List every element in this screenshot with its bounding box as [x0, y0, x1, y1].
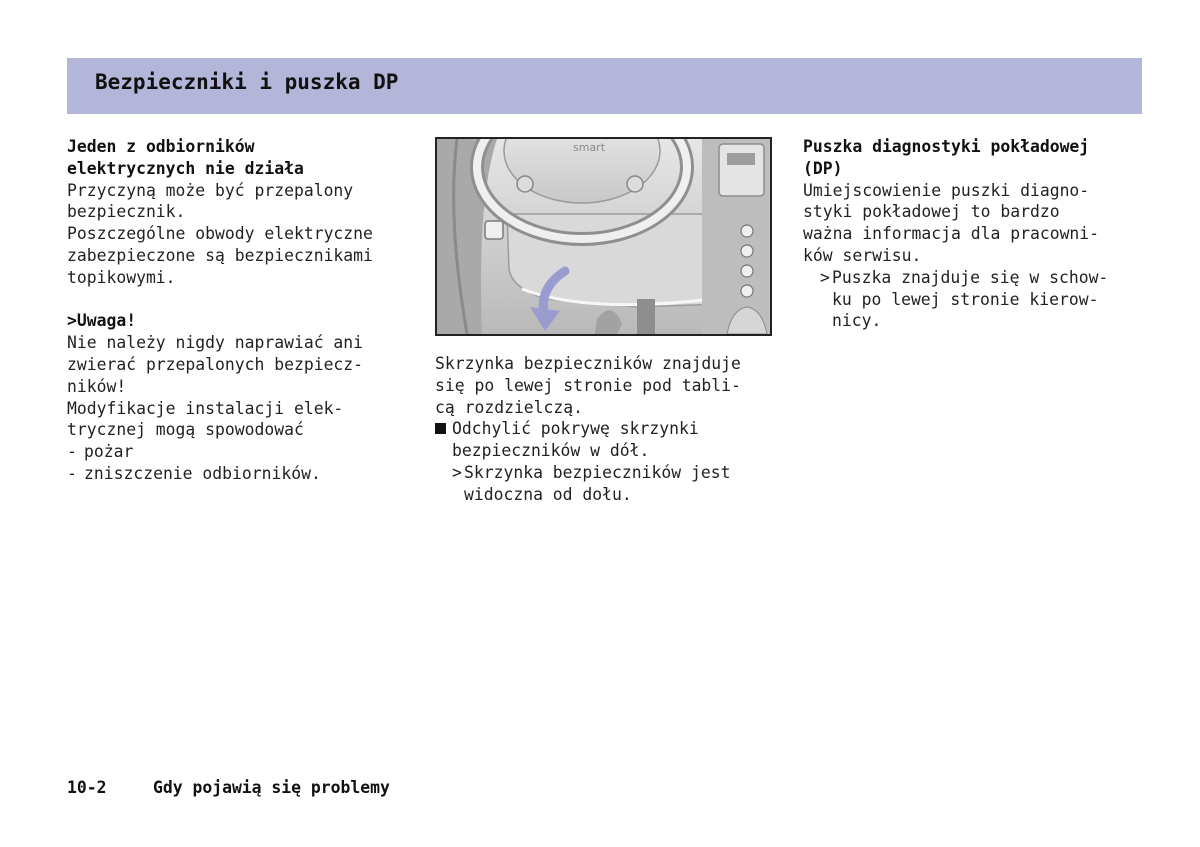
- middle-p1-line1: Skrzynka bezpieczników znajduje: [435, 354, 741, 373]
- bullet-square-icon: [435, 418, 452, 440]
- page-title: Bezpieczniki i puszka DP: [95, 70, 399, 94]
- result-line1: Skrzynka bezpieczników jest: [464, 462, 731, 482]
- console-button: [741, 245, 753, 257]
- dashboard-illustration: [435, 137, 772, 336]
- result-line3: nicy.: [832, 311, 882, 331]
- result-line2: widoczna od dołu.: [464, 484, 632, 504]
- right-p1-line4: ków serwisu.: [803, 245, 922, 265]
- middle-p1-line3: cą rozdzielczą.: [435, 397, 584, 417]
- pedal-post: [637, 299, 655, 334]
- list-text: zniszczenie odbiorników.: [84, 463, 321, 483]
- step-line2: bezpieczników w dół.: [452, 441, 650, 461]
- left-p1-line1: Przyczyną może być przepalony: [67, 180, 354, 200]
- list-marker: -: [67, 463, 77, 483]
- left-p1-line2: bezpiecznik.: [67, 202, 186, 222]
- page-footer: [67, 777, 390, 799]
- list-item: [67, 463, 422, 485]
- spacer: [67, 289, 422, 311]
- left-p2-line1: Poszczególne obwody elektryczne: [67, 224, 373, 244]
- result-marker: >: [452, 462, 462, 482]
- warning-line3: ników!: [67, 376, 127, 396]
- console-button: [741, 265, 753, 277]
- warning-line4: Modyfikacje instalacji elek-: [67, 398, 344, 418]
- radio-unit: [719, 144, 764, 196]
- smart-logo: smart: [573, 141, 606, 154]
- list-item: [67, 441, 422, 463]
- result-item: [435, 462, 780, 484]
- wheel-button: [627, 176, 643, 192]
- right-column: [803, 136, 1143, 332]
- warning-line1: Nie należy nigdy naprawiać ani: [67, 333, 364, 353]
- console-button: [741, 225, 753, 237]
- right-p1-line1: Umiejscowienie puszki diagno-: [803, 180, 1090, 200]
- switch-button: [485, 221, 503, 239]
- left-column: [67, 136, 422, 485]
- left-heading-line1: Jeden z odbiorników: [67, 137, 255, 156]
- section-title: Gdy pojawią się problemy: [153, 778, 390, 797]
- list-marker: -: [67, 442, 77, 462]
- list-text: pożar: [84, 442, 134, 462]
- step-item: [435, 418, 780, 440]
- right-heading-line1: Puszka diagnostyki pokładowej: [803, 137, 1090, 156]
- warning-line2: zwierać przepalonych bezpiecz-: [67, 354, 364, 374]
- middle-column: [435, 353, 780, 506]
- dashboard-drawing: [437, 139, 770, 334]
- result-line2: ku po lewej stronie kierow-: [832, 289, 1099, 309]
- warning-title: >Uwaga!: [67, 311, 137, 331]
- page-header: [67, 58, 1142, 114]
- wheel-button: [517, 176, 533, 192]
- result-marker: >: [820, 267, 830, 287]
- console-button: [741, 285, 753, 297]
- result-line1: Puszka znajduje się w schow-: [832, 267, 1109, 287]
- right-p1-line2: styki pokładowej to bardzo: [803, 202, 1060, 222]
- result-item: [803, 267, 1143, 289]
- right-p1-line3: ważna informacja dla pracowni-: [803, 224, 1100, 244]
- left-heading-line2: elektrycznych nie działa: [67, 158, 304, 178]
- left-p2-line2: zabezpieczone są bezpiecznikami: [67, 245, 373, 265]
- warning-line5: trycznej mogą spowodować: [67, 420, 304, 440]
- step-line1: Odchylić pokrywę skrzynki: [452, 419, 699, 439]
- middle-p1-line2: się po lewej stronie pod tabli-: [435, 375, 741, 395]
- radio-display: [727, 153, 755, 165]
- page-number: 10-2: [67, 778, 107, 797]
- right-heading-line2: (DP): [803, 158, 843, 178]
- left-p2-line3: topikowymi.: [67, 267, 176, 287]
